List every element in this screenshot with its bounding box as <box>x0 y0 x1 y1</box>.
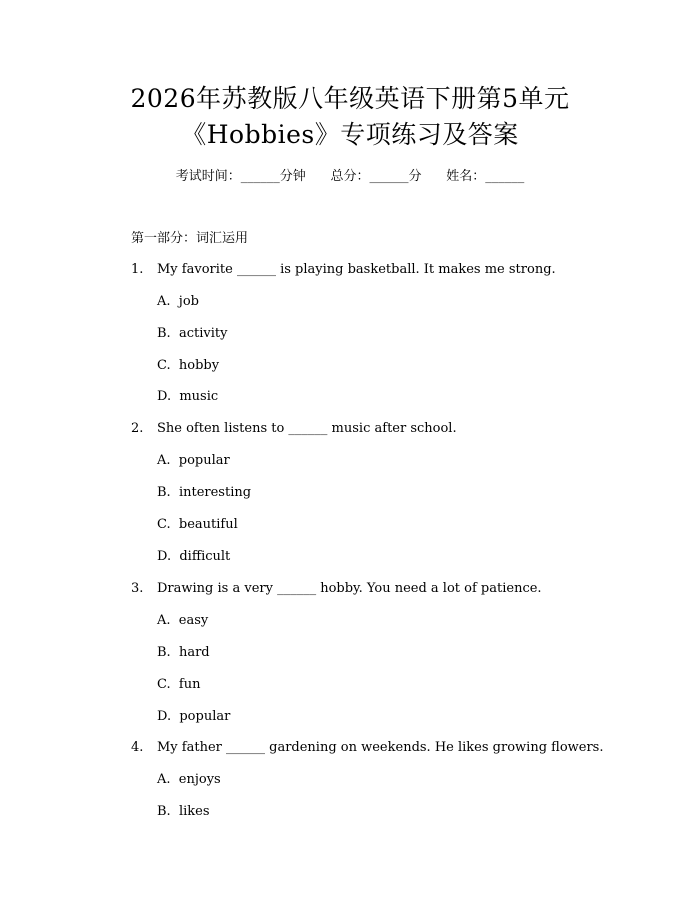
question-number: 1. <box>131 262 144 277</box>
question-number: 4. <box>131 740 144 755</box>
doc-title-line-2: 《Hobbies》专项练习及答案 <box>181 120 519 149</box>
option: D. popular <box>157 709 231 724</box>
option: C. beautiful <box>157 517 238 532</box>
option: C. fun <box>157 677 201 692</box>
option: A. enjoys <box>157 772 221 787</box>
question-text: Drawing is a very ______ hobby. You need a lot of patience. <box>157 581 542 596</box>
exam-meta: 考试时间：______分钟 总分：______分 姓名：______ <box>175 169 525 184</box>
option: D. music <box>157 389 219 404</box>
question-text: My favorite ______ is playing basketball. It makes me strong. <box>157 262 556 277</box>
doc-title-line-1: 2026年苏教版八年级英语下册第5单元 <box>130 84 570 113</box>
option: B. activity <box>157 326 228 341</box>
option: C. hobby <box>157 358 220 373</box>
option: A. job <box>157 294 199 309</box>
option: B. hard <box>157 645 210 660</box>
option: D. difficult <box>157 549 231 564</box>
option: B. interesting <box>157 485 252 500</box>
question-number: 3. <box>131 581 144 596</box>
question-text: She often listens to ______ music after school. <box>157 421 457 436</box>
question-number: 2. <box>131 421 144 436</box>
option: A. popular <box>157 453 230 468</box>
option: A. easy <box>157 613 209 628</box>
question-text: My father ______ gardening on weekends. He likes growing flowers. <box>157 740 604 755</box>
option: B. likes <box>157 804 210 819</box>
section-heading: 第一部分：词汇运用 <box>131 231 249 246</box>
